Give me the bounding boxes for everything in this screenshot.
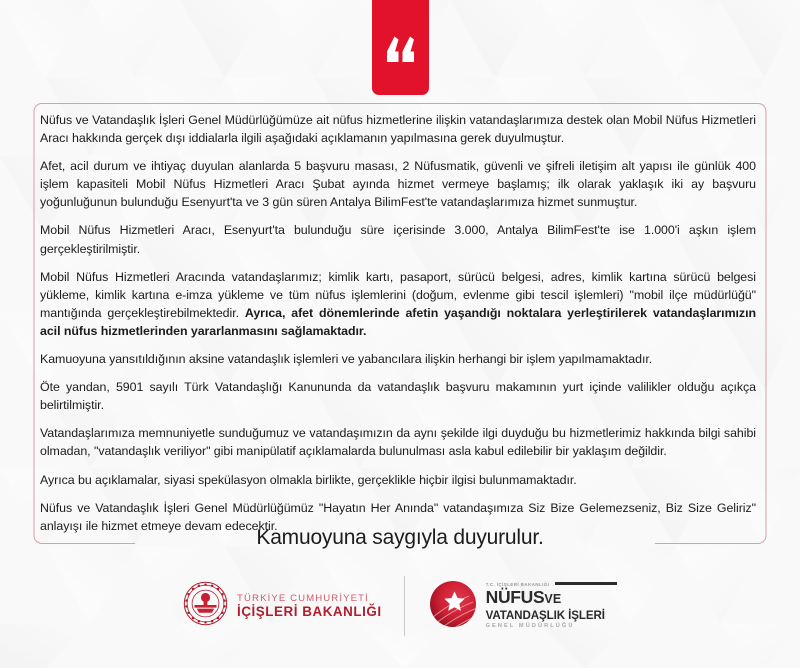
nvi-logo-line1-main: NÜFUS bbox=[485, 587, 545, 607]
paragraph-run: Ayrıca bu açıklamalar, siyasi spekülasyon olmakla birlikte, gerçeklikle hiçbir ilgisi bulunmamaktadır. bbox=[40, 472, 577, 487]
footer-logos bbox=[0, 566, 800, 646]
statement-paragraph bbox=[40, 424, 756, 460]
paragraph-run: Mobil Nüfus Hizmetleri Aracında vatandaşlarımız; kimlik kartı, pasaport, sürücü belgesi, adres, kimlik kartına sürücü belgesi yükleme, kimlik kartına e-imza yükleme ve tüm nüfus işlemlerini (doğum, evlenme gibi tescil işlemleri) "mobil ilçe müdürlüğü" mantığında gerçekleştirebilmektedir. bbox=[40, 269, 756, 320]
statement-paragraph bbox=[40, 471, 756, 489]
nvi-logo-line1-small: VE bbox=[544, 592, 562, 606]
paragraph-run: Vatandaşlarımıza memnuniyetle sunduğumuz ve vatandaşımızın da aynı şekilde ilgi duyduğu bu hizmetlerimiz hakkında bilgi sahibi olmadan, "vatandaşlık veriliyor" gibi manipülatif açıklamalarda bulunulması asla kabul edilebilir bir yaklaşım değildir. bbox=[40, 426, 756, 459]
nvi-logo-line1 bbox=[486, 589, 617, 608]
paragraph-bold-run: Ayrıca, afet dönemlerinde afetin yaşandığı noktalara yerleştirilerek vatandaşlarımızın acil nüfus hizmetlerinden yararlanmasını sağlamaktadır. bbox=[40, 305, 756, 338]
quotation-mark-badge bbox=[372, 0, 429, 95]
paragraph-run: Kamuoyuna yansıtıldığının aksine vatandaşlık işlemleri ve yabancılara ilişkin herhangi bir işlem yapılmamaktadır. bbox=[40, 352, 653, 367]
statement-paragraph bbox=[40, 157, 756, 211]
paragraph-run: Mobil Nüfus Hizmetleri Aracı, Esenyurt'ta bulunduğu süre içerisinde 3.000, Antalya BilimFest'te ise 1.000'i aşkın işlem gerçekleştirilmiştir. bbox=[40, 223, 756, 256]
ministry-of-interior-logo bbox=[183, 581, 404, 631]
nvi-logo bbox=[405, 578, 617, 635]
nvi-star-emblem-icon bbox=[427, 578, 479, 635]
ministry-logo-text bbox=[237, 594, 382, 619]
paragraph-run: Nüfus ve Vatandaşlık İşleri Genel Müdürlüğümüze ait nüfus hizmetlerine ilişkin vatandaşlarımıza destek olan Mobil Nüfus Hizmetleri Aracı hakkında gerçek dışı iddialarla ilgili aşağıdaki açıklamanın yapılmasına gerek duyulmuştur. bbox=[40, 113, 756, 146]
turkish-state-emblem-icon bbox=[183, 581, 228, 631]
nvi-logo-line0-text: T.C. İÇİŞLERİ BAKANLIĞI bbox=[485, 582, 550, 588]
ministry-logo-line1: TÜRKİYE CUMHURİYETİ bbox=[237, 592, 369, 604]
statement-paragraph bbox=[40, 221, 756, 257]
statement-paragraphs bbox=[40, 111, 756, 535]
nvi-logo-rule bbox=[555, 582, 617, 585]
statement-frame bbox=[22, 103, 778, 544]
statement-paragraph bbox=[40, 350, 756, 368]
statement-paragraph bbox=[40, 268, 756, 340]
nvi-logo-text bbox=[486, 582, 617, 629]
paragraph-run: Afet, acil durum ve ihtiyaç duyulan alanlarda 5 başvuru masası, 2 Nüfusmatik, güvenli ve şifreli iletişim alt yapısı ile günlük 400 işlem kapasiteli Mobil Nüfus Hizmetleri Aracı Şubat ayında hizmet vermeye başlamış; ilk olarak yaklaşık iki ay başvuru yoğunluğunun bulunduğu Esenyurt'ta ve 3 gün süren Antalya BilimFest'te vatandaşlarımıza hizmet sunmuştur. bbox=[40, 159, 756, 210]
statement-paragraph bbox=[40, 111, 756, 147]
paragraph-run: Öte yandan, 5901 sayılı Türk Vatandaşlığı Kanununda da vatandaşlık başvuru makamının yurt içinde valilikler olduğu açıkça belirtilmiştir. bbox=[40, 380, 756, 413]
quotation-mark-icon bbox=[384, 31, 418, 65]
statement-paragraph bbox=[40, 378, 756, 414]
paragraph-run: Nüfus ve Vatandaşlık İşleri Genel Müdürlüğümüz "Hayatın Her Anında" vatandaşımıza Siz Bize Gelemezseniz, Biz Size Geliriz" anlayışı ile hizmet etmeye devam edecektir. bbox=[40, 500, 756, 533]
nvi-logo-line2: VATANDAŞLIK İŞLERİ bbox=[485, 609, 605, 622]
nvi-logo-line3: GENEL MÜDÜRLÜĞÜ bbox=[485, 623, 575, 629]
closing-statement: Kamuoyuna saygıyla duyurulur. bbox=[256, 526, 544, 549]
ministry-logo-line2: İÇİŞLERİ BAKANLIĞI bbox=[237, 604, 382, 620]
